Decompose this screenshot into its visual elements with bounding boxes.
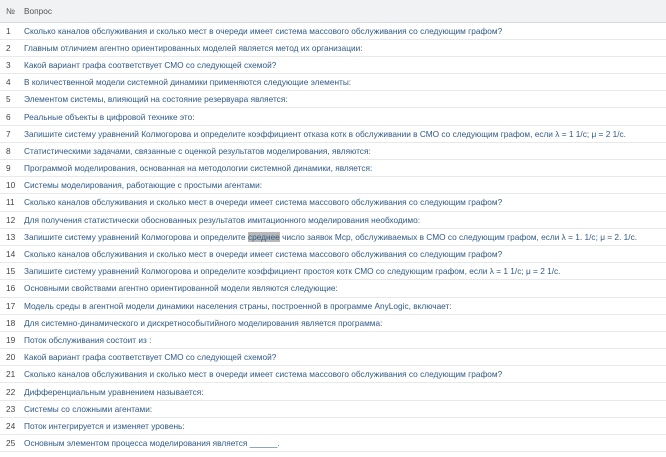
- table-row: [0, 177, 666, 194]
- table-row: [0, 383, 666, 400]
- question-link[interactable]: [24, 197, 502, 207]
- question-text: Какой вариант графа соответствует СМО со следующей схемой?: [24, 59, 277, 70]
- table-row: [0, 108, 666, 125]
- table-row: [0, 160, 666, 177]
- question-text: Поток обслуживания состоит из :: [24, 334, 152, 345]
- question-cell: [24, 297, 666, 314]
- question-link[interactable]: [24, 180, 262, 190]
- question-cell: [24, 22, 666, 39]
- question-text-continued: число заявок Мср, обслуживаемых в СМО со следующим графом, если λ = 1. 1/с; μ = 2. 1/с.: [279, 231, 638, 242]
- question-text: Поток интегрируется и изменяет уровень:: [24, 420, 185, 431]
- question-cell: [24, 125, 666, 142]
- row-number: 17: [0, 297, 24, 314]
- row-number: 12: [0, 211, 24, 228]
- question-text: Для системно-динамического и дискретнособытийного моделирования является программа:: [24, 317, 383, 328]
- row-number: 22: [0, 383, 24, 400]
- table-row: [0, 91, 666, 108]
- question-link[interactable]: [24, 249, 502, 259]
- table-row: [0, 331, 666, 348]
- question-link[interactable]: [24, 318, 382, 328]
- table-row: [0, 245, 666, 262]
- table-row: [0, 211, 666, 228]
- question-text: Запишите систему уравнений Колмогорова и определите коэффициент простоя котк СМО со следующим графом, если λ = 1 1/с; μ = 2 1/с.: [24, 266, 561, 277]
- highlighted-text: среднее: [247, 231, 280, 242]
- table-row: [0, 56, 666, 73]
- question-link[interactable]: [24, 352, 276, 362]
- row-number: 11: [0, 194, 24, 211]
- row-number: 8: [0, 142, 24, 159]
- table-body: [0, 22, 666, 452]
- question-link[interactable]: [24, 129, 626, 139]
- question-link[interactable]: [24, 215, 420, 225]
- question-text: Модель среды в агентной модели динамики населения страны, построенной в программе AnyLogic, включает:: [24, 300, 452, 311]
- question-text: Элементом системы, влияющий на состояние резервуара является:: [24, 94, 288, 105]
- table-row: [0, 194, 666, 211]
- column-header-question: Вопрос: [24, 0, 666, 22]
- row-number: 15: [0, 263, 24, 280]
- question-cell: [24, 74, 666, 91]
- question-link[interactable]: [24, 335, 151, 345]
- question-link[interactable]: [24, 43, 363, 53]
- question-cell: [24, 194, 666, 211]
- question-cell: [24, 108, 666, 125]
- row-number: 16: [0, 280, 24, 297]
- row-number: 7: [0, 125, 24, 142]
- row-number: 18: [0, 314, 24, 331]
- question-link[interactable]: [24, 146, 371, 156]
- row-number: 13: [0, 228, 24, 245]
- question-link[interactable]: [24, 94, 288, 104]
- question-cell: [24, 366, 666, 383]
- row-number: 5: [0, 91, 24, 108]
- table-row: [0, 400, 666, 417]
- question-link[interactable]: [24, 283, 338, 293]
- question-link[interactable]: [24, 421, 185, 431]
- table-row: [0, 228, 666, 245]
- column-header-number: №: [0, 0, 24, 22]
- row-number: 3: [0, 56, 24, 73]
- row-number: 19: [0, 331, 24, 348]
- table-row: [0, 263, 666, 280]
- question-cell: [24, 177, 666, 194]
- question-text: Системы моделирования, работающие с простыми агентами:: [24, 180, 263, 191]
- question-cell: [24, 211, 666, 228]
- question-link[interactable]: [24, 60, 276, 70]
- row-number: 14: [0, 245, 24, 262]
- question-cell: [24, 280, 666, 297]
- question-text: Дифференциальным уравнением называется:: [24, 386, 204, 397]
- question-text: Программой моделирования, основанная на методологии системной динамики, является:: [24, 163, 373, 174]
- row-number: 9: [0, 160, 24, 177]
- question-cell: [24, 160, 666, 177]
- question-link[interactable]: [24, 163, 372, 173]
- question-cell: [24, 56, 666, 73]
- question-link[interactable]: [24, 301, 452, 311]
- question-link[interactable]: [24, 369, 502, 379]
- row-number: 4: [0, 74, 24, 91]
- question-text: Основными свойствами агентно ориентированной модели являются следующие:: [24, 283, 338, 294]
- question-text: Запишите систему уравнений Колмогорова и определите коэффициент отказа котк в обслуживании в СМО со следующим графом, если λ = 1 1/с; μ = 2 1/с.: [24, 128, 626, 139]
- table-row: [0, 39, 666, 56]
- row-number: 1: [0, 22, 24, 39]
- question-cell: [24, 349, 666, 366]
- question-text: Основным элементом процесса моделирования является ______.: [24, 438, 280, 449]
- table-header-row: [0, 0, 666, 22]
- question-cell: [24, 39, 666, 56]
- question-link[interactable]: [24, 404, 152, 414]
- question-link[interactable]: [24, 77, 351, 87]
- question-cell: [24, 91, 666, 108]
- row-number: 21: [0, 366, 24, 383]
- question-cell: [24, 245, 666, 262]
- row-number: 23: [0, 400, 24, 417]
- question-text: Сколько каналов обслуживания и сколько мест в очереди имеет система массового обслуживания со следующим графом?: [24, 249, 503, 260]
- question-cell: [24, 142, 666, 159]
- question-cell: [24, 314, 666, 331]
- table-row: [0, 125, 666, 142]
- question-text: Системы со сложными агентами:: [24, 403, 153, 414]
- question-cell: [24, 228, 666, 245]
- question-cell: [24, 331, 666, 348]
- table-row: [0, 280, 666, 297]
- question-text: Сколько каналов обслуживания и сколько мест в очереди имеет система массового обслуживания со следующим графом?: [24, 197, 503, 208]
- table-row: [0, 142, 666, 159]
- question-text: Реальные объекты в цифровой технике это:: [24, 111, 195, 122]
- row-number: 6: [0, 108, 24, 125]
- row-number: 25: [0, 435, 24, 452]
- table-row: [0, 297, 666, 314]
- question-text: Для получения статистически обоснованных результатов имитационного моделирования необходимо:: [24, 214, 421, 225]
- table-row: [0, 417, 666, 434]
- question-cell: [24, 417, 666, 434]
- question-cell: [24, 383, 666, 400]
- row-number: 24: [0, 417, 24, 434]
- question-text: Главным отличием агентно ориентированных моделей является метод их организации:: [24, 42, 363, 53]
- table-row: [0, 314, 666, 331]
- question-text: Сколько каналов обслуживания и сколько мест в очереди имеет система массового обслуживания со следующим графом?: [24, 369, 503, 380]
- question-link[interactable]: [24, 232, 637, 242]
- row-number: 2: [0, 39, 24, 56]
- question-cell: [24, 400, 666, 417]
- question-cell: [24, 435, 666, 452]
- question-link[interactable]: [24, 26, 502, 36]
- table-row: [0, 366, 666, 383]
- question-text: Какой вариант графа соответствует СМО со следующей схемой?: [24, 352, 277, 363]
- table-row: [0, 349, 666, 366]
- table-row: [0, 74, 666, 91]
- table-row: [0, 22, 666, 39]
- question-link[interactable]: [24, 387, 204, 397]
- question-link[interactable]: [24, 112, 195, 122]
- table-row: [0, 435, 666, 452]
- question-link[interactable]: [24, 438, 280, 448]
- question-text: Статистическими задачами, связанные с оценкой результатов моделирования, являются:: [24, 145, 371, 156]
- question-text: Сколько каналов обслуживания и сколько мест в очереди имеет система массового обслуживания со следующим графом?: [24, 25, 503, 36]
- question-text: Запишите систему уравнений Колмогорова и определите: [24, 231, 248, 242]
- row-number: 20: [0, 349, 24, 366]
- question-link[interactable]: [24, 266, 560, 276]
- question-text: В количественной модели системной динамики применяются следующие элементы:: [24, 77, 352, 88]
- question-cell: [24, 263, 666, 280]
- row-number: 10: [0, 177, 24, 194]
